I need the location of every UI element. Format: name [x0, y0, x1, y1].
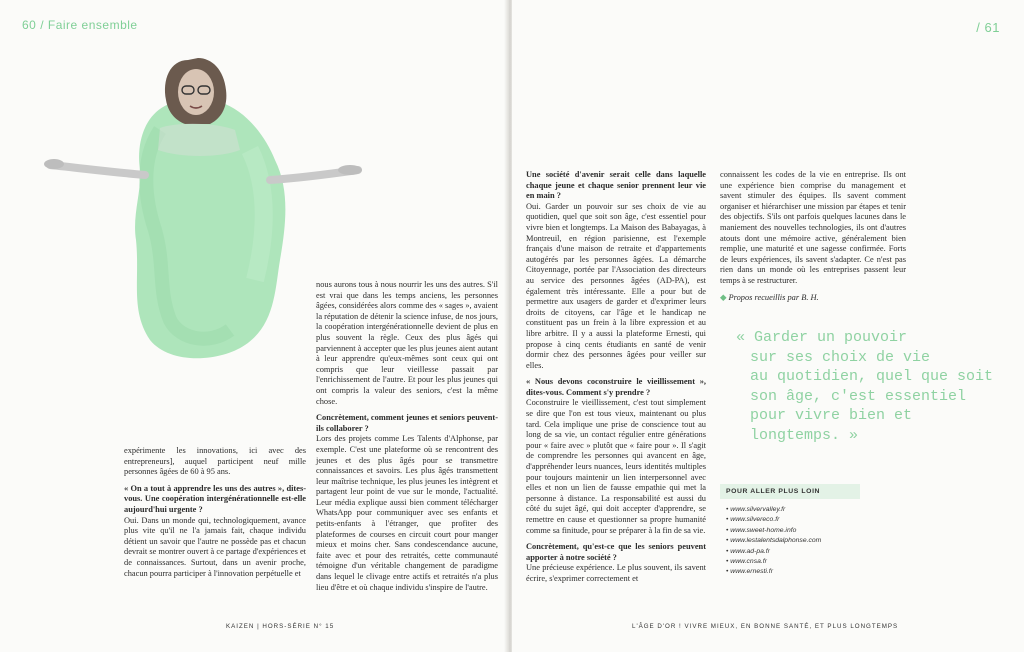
link-text[interactable]: www.silvereco.fr: [730, 516, 780, 524]
folio-separator: /: [976, 20, 985, 35]
diamond-icon: ◆: [720, 292, 727, 302]
right-page-number: 61: [984, 20, 1000, 35]
left-col1-question-1: « On a tout à apprendre les uns des autres », dites-vous. Une coopération intergénérationnelle est-elle aujourd'hui urgente ?: [124, 483, 306, 514]
left-footer: KAIZEN | HORS-SÉRIE N° 15: [226, 623, 335, 630]
right-column-1: [526, 170, 706, 591]
link-text[interactable]: www.ad-pa.fr: [730, 547, 770, 555]
right-folio: [976, 20, 1000, 35]
link-item[interactable]: • www.silvervalley.fr: [726, 506, 786, 513]
interview-credit: [720, 293, 906, 304]
link-item[interactable]: • www.cnsa.fr: [726, 558, 767, 566]
credit-text: Propos recueillis par B. H.: [728, 292, 819, 302]
pull-quote-line: son âge, c'est essentiel: [750, 387, 967, 405]
left-col2-question-1: Concrètement, comment jeunes et seniors peuvent-ils collaborer ?: [316, 413, 498, 433]
link-text[interactable]: www.sweet-home.info: [730, 526, 797, 534]
link-item[interactable]: • www.silvereco.fr: [726, 516, 780, 524]
further-reading-box: [720, 484, 860, 578]
right-col1-question-3: Concrètement, qu'est-ce que les seniors peuvent apporter à notre société ?: [526, 542, 706, 562]
right-col1-paragraph-1: Oui. Garder un pouvoir sur ses choix de vie au quotidien, quel que soit son âge, c'est essentiel pour vivre bien et longtemps. La Maison des Babayagas, à Montreuil, en région parisienne, est l'exemple français d'une maison de retraite et d'appartements autogérés par les personnes âgées. La démarche Citoyennage, portée par l'Association des directeurs au service des personnes âgées (AD-PA), est également très intéressante. Elle a pour but de permettre aux usagers de garder et d'exprimer leurs droits de citoyens, car l'âge et le handicap ne constituent pas un frein à la libre expression et au libre arbitre. Il y a aussi la plateforme Ernesti, qui propose à cinq cents étudiants en santé de venir dormir chez des personnes âgées pour veiller sur elles.: [526, 201, 706, 370]
section-title: Faire ensemble: [47, 18, 138, 32]
link-text[interactable]: www.lestalentsdalphonse.com: [730, 537, 822, 545]
link-text[interactable]: www.cnsa.fr: [730, 558, 767, 566]
link-item[interactable]: • www.lestalentsdalphonse.com: [726, 537, 822, 545]
left-column-1: [124, 446, 306, 585]
link-list: [720, 505, 860, 578]
right-col1-question-1: Une société d'avenir serait celle dans laquelle chaque jeune et chaque senior prennent leur vie en main ?: [526, 170, 706, 201]
pull-quote-line: sur ses choix de vie: [750, 348, 931, 366]
left-col2-paragraph-2: Lors des projets comme Les Talents d'Alphonse, par exemple. C'est une plateforme où se rencontrent des jeunes et des plus âgés pour se transmettre connaissances et savoirs. Les plus âgés transmettent leur maîtrise technique, les plus jeunes les intègrent et partagent leur point de vue sur le monde, l'actualité. Leur média explique aussi bien comment télécharger WhatsApp pour communiquer avec ses enfants et petits-enfants à l'étranger, que profiter des plateformes de courses en circuit court pour manger mieux et moins cher. Sans condescendance aucune, faite avec et pour des retraités, cette communauté témoigne d'un véritable changement de paradigme dans lequel le clivage entre actifs et retraités n'a plus lieu d'être et où chaque individu s'inspire de l'autre.: [316, 434, 498, 592]
right-col1-question-2: « Nous devons coconstruire le vieillissement », dites-vous. Comment s'y prendre ?: [526, 377, 706, 397]
left-column-2: [316, 280, 498, 599]
link-text[interactable]: www.silvervalley.fr: [730, 506, 786, 513]
right-footer: L'ÂGE D'OR ! VIVRE MIEUX, EN BONNE SANTÉ, ET PLUS LONGTEMPS: [632, 623, 899, 630]
pull-quote-line: « Garder un pouvoir: [736, 329, 908, 346]
left-folio: [22, 18, 138, 32]
left-page-number: 60: [22, 18, 37, 32]
left-col1-paragraph-2: Oui. Dans un monde qui, technologiquement, avance plus vite qu'il ne l'a jamais fait, chaque individu détient un savoir que l'autre ne possède pas et chacun devrait se montrer ouvert à ce partage d'expériences et de connaissances. Surtout, dans un avenir proche, chacun pourra participer à l'innovation perpétuelle et: [124, 515, 306, 578]
pull-quote-line: longtemps. »: [750, 426, 859, 444]
link-item[interactable]: • www.ernesti.fr: [726, 568, 773, 576]
pull-quote-line: au quotidien, quel que soit: [750, 368, 994, 385]
left-col1-paragraph-1: expérimente les innovations, ici avec des entrepreneurs], auquel participent neuf mille personnes âgées de 60 à 95 ans.: [124, 446, 306, 477]
right-col1-paragraph-3: Une précieuse expérience. Le plus souvent, ils savent écrire, s'exprimer correctement et: [526, 563, 706, 583]
right-column-2: [720, 170, 906, 309]
left-page: [0, 0, 508, 652]
pull-quote: [736, 328, 1006, 445]
right-col1-paragraph-2: Coconstruire le vieillissement, c'est tout simplement se dire que l'on est tous vieux, maintenant ou plus tard. Cela implique une prise de conscience tout au long de sa vie, un contact régulier entre générations pour « faire avec » plutôt que « faire pour ». Il s'agit de comprendre les personnes qui avancent en âge, d'appréhender leurs nuances, leurs identités multiples pour toujours maintenir un lien interpersonnel avec elles et non un lien de fausse empathie qui met la personne à distance. La responsabilité est aussi du côté du sujet âgé, qui doit accepter d'apprendre, se remettre en cause et questionner sa propre humanité comme sa finitude, pour se préparer à la fin de sa vie.: [526, 398, 706, 535]
further-reading-title: POUR ALLER PLUS LOIN: [720, 484, 860, 499]
right-page: [512, 0, 1024, 652]
link-item[interactable]: • www.ad-pa.fr: [726, 547, 770, 555]
pull-quote-line: pour vivre bien et: [750, 407, 913, 424]
link-item[interactable]: • www.sweet-home.info: [726, 526, 797, 534]
folio-separator: /: [40, 18, 48, 32]
left-col2-paragraph-1: nous aurons tous à nous nourrir les uns des autres. S'il est vrai que dans les temps anciens, les personnes âgées, considérées alors comme des « sages », avaient la réputation de détenir la science infuse, de nos jours, la coopération intergénérationnelle devient de plus en plus souvent la règle. Ceux des plus âgés qui parviennent à accepter que les plus jeunes aient autant à leur apprendre qu'eux-mêmes sont ceux qui ont compris que leur vieillesse passait par l'enrichissement de l'autre. Et pour les plus jeunes qui ont compris la valeur des seniors, c'est la même chose.: [316, 280, 498, 406]
right-col2-paragraph-1: connaissent les codes de la vie en entreprise. Ils ont une expérience bien comprise du management et savent stimuler des équipes. Ils savent comment organiser et hiérarchiser une mission par étapes et tenir des objectifs. S'ils ont parfois quelques lacunes dans le maniement des nouvelles technologies, ils ont d'autres atouts dont une mémoire active, généralement bien remplie, une maturité et une sagesse confirmée. Forts de leurs expériences, ils savent s'adapter. Ce n'est pas rien dans un monde où les entreprises passent leur temps à se restructurer.: [720, 170, 906, 285]
link-text[interactable]: www.ernesti.fr: [730, 568, 773, 576]
